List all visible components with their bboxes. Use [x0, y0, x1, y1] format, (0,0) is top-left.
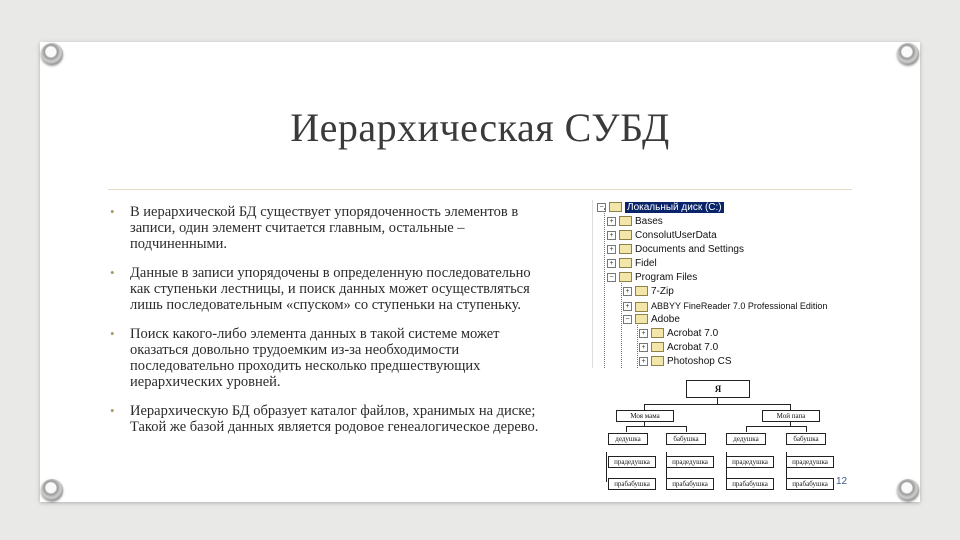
tree-node: прабабушка — [608, 478, 656, 490]
bullet-icon: • — [110, 265, 115, 280]
folder-icon — [635, 302, 648, 312]
folder-tree-image — [592, 200, 836, 368]
family-tree-diagram — [598, 372, 836, 494]
tree-item: − Adobe — [623, 313, 680, 327]
folder-icon — [651, 356, 664, 366]
tree-node: бабушка — [786, 433, 826, 445]
bullet-icon: • — [110, 326, 115, 341]
bullet-icon: • — [110, 204, 115, 219]
folder-icon — [651, 328, 664, 338]
tree-node: дедушка — [726, 433, 766, 445]
tree-node: дедушка — [608, 433, 648, 445]
page-number: 12 — [836, 476, 848, 487]
expand-icon: + — [607, 231, 616, 240]
expand-icon: + — [607, 259, 616, 268]
bullet-text: Иерархическую БД образует каталог файлов, хранимых на диске; Такой же базой данных является родовое генеалогическое дерево. — [130, 403, 539, 435]
tree-node: прабабушка — [726, 478, 774, 490]
expand-icon: + — [607, 245, 616, 254]
bullet-icon: • — [110, 403, 115, 418]
bullet-text: Данные в записи упорядочены в определенную последовательно как ступеньки лестницы, и поиск данных может осуществляться лишь последовательным «спуском» со ступеньки на ступеньку. — [130, 265, 531, 313]
tree-node: прадедушка — [666, 456, 714, 468]
tree-node: прабабушка — [666, 478, 714, 490]
drive-icon — [609, 202, 622, 212]
tree-item: + Acrobat 7.0 — [639, 341, 718, 355]
bullet-text: В иерархической БД существует упорядоченность элементов в записи, один элемент считается главным, остальные – подчиненными. — [130, 204, 519, 252]
tree-item: − Program Files — [607, 271, 697, 285]
expand-icon: + — [639, 343, 648, 352]
pin-icon — [41, 43, 63, 65]
collapse-icon: − — [623, 315, 632, 324]
tree-node: Моя мама — [616, 410, 674, 422]
folder-icon — [635, 314, 648, 324]
tree-node: прадедушка — [726, 456, 774, 468]
tree-node: прабабушка — [786, 478, 834, 490]
collapse-icon: − — [597, 203, 606, 212]
expand-icon: + — [639, 329, 648, 338]
collapse-icon: − — [607, 273, 616, 282]
folder-icon — [619, 258, 632, 268]
tree-item: + Documents and Settings — [607, 243, 744, 257]
folder-icon — [619, 272, 632, 282]
tree-item: − Локальный диск (C:) — [597, 201, 724, 215]
tree-item: + ConsolutUserData — [607, 229, 717, 243]
tree-item: + Bases — [607, 215, 663, 229]
expand-icon: + — [639, 357, 648, 366]
expand-icon: + — [607, 217, 616, 226]
bullet-item — [108, 326, 598, 390]
expand-icon: + — [623, 302, 632, 311]
folder-icon — [619, 216, 632, 226]
tree-node: прадедушка — [608, 456, 656, 468]
tree-item: + Fidel — [607, 257, 657, 271]
tree-item: + Acrobat 7.0 — [639, 327, 718, 341]
tree-node: Мой папа — [762, 410, 820, 422]
folder-icon — [619, 230, 632, 240]
slide-title: Иерархическая СУБД — [290, 105, 670, 150]
folder-icon — [651, 342, 664, 352]
tree-item: + Photoshop CS — [639, 355, 732, 369]
tree-item: + ABBYY FineReader 7.0 Professional Edition — [623, 299, 827, 313]
tree-node: прадедушка — [786, 456, 834, 468]
tree-node-root: Я — [686, 380, 750, 398]
pin-icon — [897, 479, 919, 501]
title-divider — [108, 189, 852, 190]
pin-icon — [897, 43, 919, 65]
bullet-list — [108, 204, 598, 448]
folder-icon — [635, 286, 648, 296]
bullet-item — [108, 204, 598, 252]
expand-icon: + — [623, 287, 632, 296]
pin-icon — [41, 479, 63, 501]
bullet-item — [108, 403, 598, 435]
tree-item: + 7-Zip — [623, 285, 674, 299]
bullet-item — [108, 265, 598, 313]
bullet-text: Поиск какого-либо элемента данных в такой системе может оказаться довольно трудоемким из-за необходимости последовательно проходить несколько предшествующих иерархических уровней. — [130, 326, 500, 390]
tree-node: бабушка — [666, 433, 706, 445]
folder-icon — [619, 244, 632, 254]
